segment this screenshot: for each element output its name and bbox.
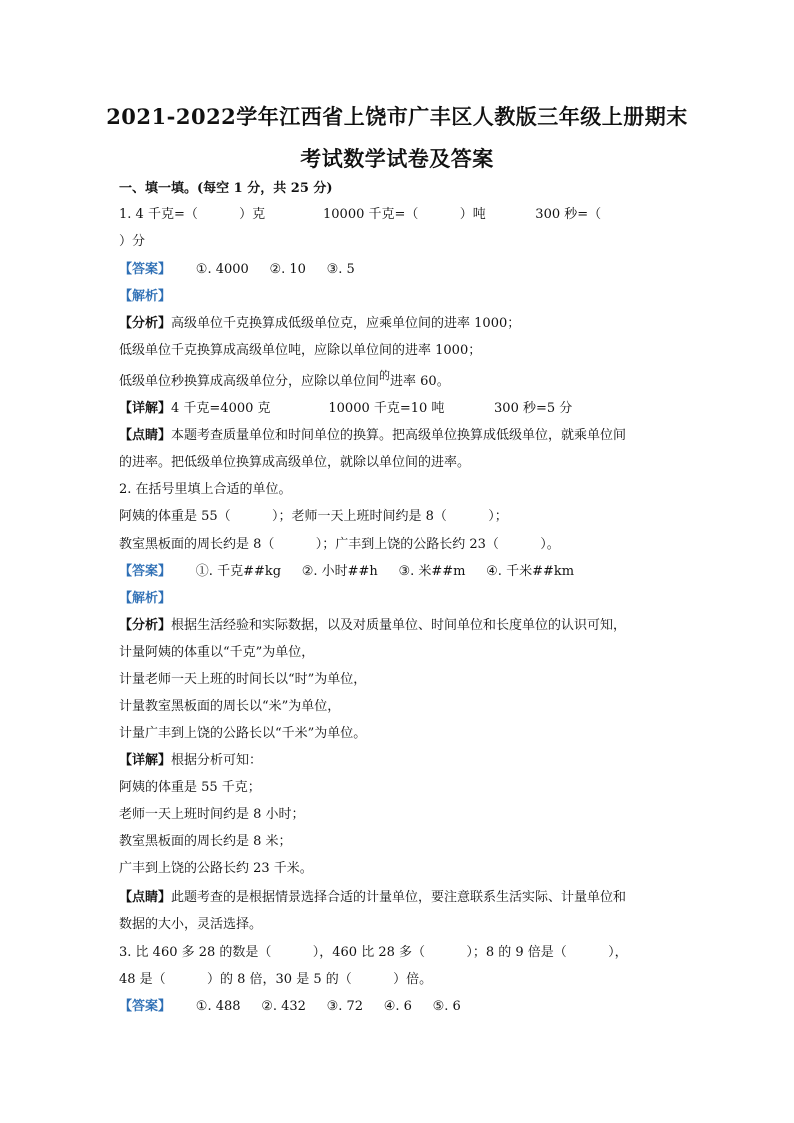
q1-detail-line [119,400,572,418]
q2-text: 2. 在括号里填上合适的单位。 [119,482,292,497]
q3-text-2: 48 是（ ）的 8 倍，30 是 5 的（ ）倍。 [119,972,433,987]
q1-comment-2: 的进率。把低级单位换算成高级单位，就除以单位间的进率。 [119,455,471,470]
q3-text: 3. 比 460 多 28 的数是（ ），460 比 28 多（ ）；8 的 9 倍是（ ）， [119,945,628,960]
q2-comment-2: 数据的大小，灵活选择。 [119,917,263,932]
q1-analysis-line [119,288,171,306]
q1-fenxi-3a: 低级单位秒换算成高级单位分，应除以单位间 [119,374,380,389]
q2-comment: 此题考查的是根据情景选择合适的计量单位，要注意联系生活实际、计量单位和 [171,890,627,905]
page-title-line-1: 2021-2022学年江西省上饶市广丰区人教版三年级上册期末 [106,104,688,129]
q1-fenxi: 高级单位千克换算成低级单位克，应乘单位间的进率 1000； [171,316,521,331]
q2-text-3: 教室黑板面的周长约是 8（ ）；广丰到上饶的公路长约 23（ ）。 [119,537,560,552]
q2-fenxi: 根据生活经验和实际数据，以及对质量单位、时间单位和长度单位的认识可知， [171,618,627,633]
q3-answer: ①. 488 ②. 432 ③. 72 ④. 6 ⑤. 6 [171,999,461,1014]
q2-comment-line [119,889,626,907]
q2-fenxi-3: 计量老师一天上班的时间长以“时”为单位， [119,672,367,687]
q1-text: 1. 4 千克=（ ）克 10000 千克=（ ）吨 300 秒=（ [119,207,602,222]
q2-detail-5: 广丰到上饶的公路长约 23 千米。 [119,861,313,876]
q2-detail: 根据分析可知： [171,753,263,768]
analysis-tag: 【解析】 [119,289,172,304]
q1-fenxi-3 [119,369,450,391]
q2-detail-line [119,752,262,770]
analysis-tag: 【解析】 [119,591,172,606]
page-title-line-2: 考试数学试卷及答案 [300,146,494,171]
q2-answer-line [119,563,574,581]
q1-answer: ①. 4000 ②. 10 ③. 5 [171,262,355,277]
fenxi-tag: 【分析】 [119,316,172,331]
detail-tag: 【详解】 [119,401,172,416]
q2-fenxi-line [119,617,626,635]
q1-text-continued: ）分 [119,234,146,249]
q1-comment: 本题考查质量单位和时间单位的换算。把高级单位换算成低级单位，就乘单位间 [171,428,627,443]
q2-fenxi-5: 计量广丰到上饶的公路长以“千米”为单位。 [119,726,367,741]
comment-tag: 【点睛】 [119,428,172,443]
q1-fenxi-3b: 进率 60。 [390,374,450,389]
q2-answer: ①. 千克##kg ②. 小时##h ③. 米##m ④. 千米##km [171,564,575,579]
q1-fenxi-2: 低级单位千克换算成高级单位吨，应除以单位间的进率 1000； [119,343,482,358]
q2-detail-2: 阿姨的体重是 55 千克； [119,780,261,795]
q2-fenxi-4: 计量教室黑板面的周长以“米”为单位， [119,699,341,714]
detail-tag: 【详解】 [119,753,172,768]
section-heading: 一、填一填。(每空 1 分，共 25 分) [119,181,333,196]
q1-fenxi-3-sup: 的 [379,369,391,382]
q2-analysis-line [119,590,171,608]
q1-fenxi-line [119,315,520,333]
q1-comment-line [119,427,626,445]
q1-detail: 4 千克=4000 克 10000 千克=10 吨 300 秒=5 分 [171,401,573,416]
q1-answer-line [119,261,355,279]
comment-tag: 【点睛】 [119,890,172,905]
q3-answer-line [119,998,461,1016]
answer-tag: 【答案】 [119,999,172,1014]
answer-tag: 【答案】 [119,262,172,277]
fenxi-tag: 【分析】 [119,618,172,633]
q2-text-2: 阿姨的体重是 55（ ）；老师一天上班时间约是 8（ ）； [119,509,508,524]
q2-detail-4: 教室黑板面的周长约是 8 米； [119,834,292,849]
q2-fenxi-2: 计量阿姨的体重以“千克”为单位， [119,645,315,660]
q2-detail-3: 老师一天上班时间约是 8 小时； [119,807,305,822]
answer-tag: 【答案】 [119,564,172,579]
